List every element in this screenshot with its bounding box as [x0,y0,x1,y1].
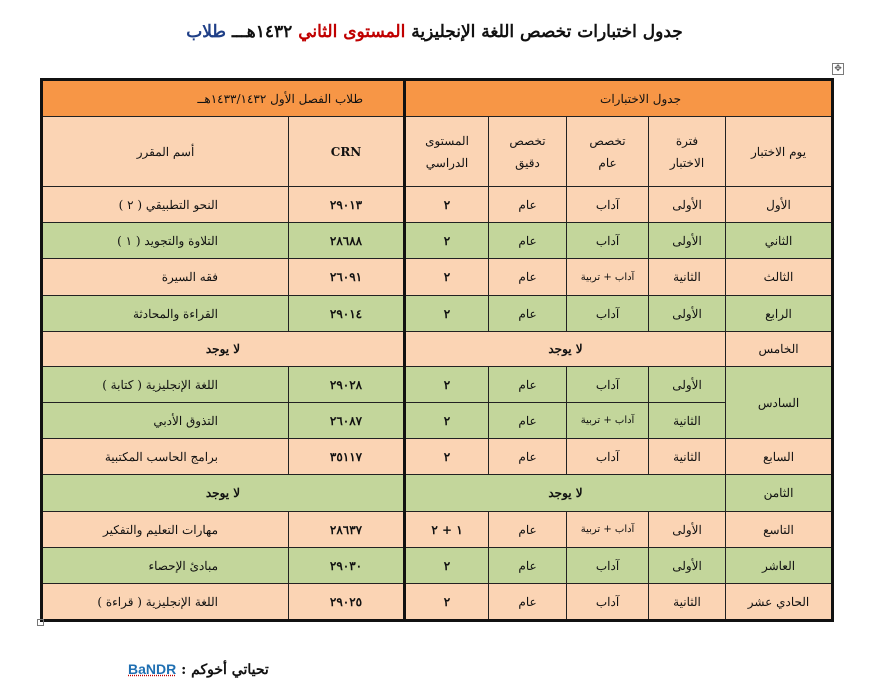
table-row [42,548,833,584]
table-row [42,584,833,621]
cell-crn: ٢٦٠٨٧ [289,403,405,439]
cell-crn: ٣٥١١٧ [289,439,405,475]
cell-period: الثانية [649,584,726,621]
cell-course: اللغة الإنجليزية ( قراءة ) [42,584,289,621]
cell-day: الخامس [726,332,833,367]
cell-day: الأول [726,187,833,223]
cell-day: الرابع [726,296,833,332]
cell-crn: ٢٦٠٩١ [289,259,405,296]
cell-general: آداب + تربية [567,403,649,439]
col-header-specific [489,117,567,187]
cell-day: الثامن [726,475,833,512]
page-title [0,22,869,42]
cell-specific: عام [489,512,567,548]
cell-course: اللغة الإنجليزية ( كتابة ) [42,367,289,403]
cell-specific: عام [489,548,567,584]
cell-period: الثانية [649,403,726,439]
col-header-specific-line1: تخصص [509,133,546,148]
col-header-general [567,117,649,187]
cell-crn: ٢٨٦٨٨ [289,223,405,259]
col-header-specific-line2: دقيق [515,155,540,170]
cell-course: برامج الحاسب المكتبية [42,439,289,475]
col-header-period-line1: فترة [675,133,699,148]
table-row-empty [42,332,833,367]
cell-none-exam: لا يوجد [405,475,726,512]
cell-general: آداب [567,296,649,332]
cell-general: آداب + تربية [567,512,649,548]
cell-period: الأولى [649,367,726,403]
table-resize-handle[interactable] [37,619,44,626]
col-header-period-line2: الاختبار [669,155,705,170]
cell-level: ٢ [405,367,489,403]
cell-specific: عام [489,367,567,403]
cell-crn: ٢٩٠٢٥ [289,584,405,621]
exam-schedule-table [40,78,834,622]
col-header-level-line2: الدراسي [425,155,469,170]
cell-period: الأولى [649,512,726,548]
cell-specific: عام [489,223,567,259]
cell-day: الثاني [726,223,833,259]
table-row [42,367,833,403]
cell-crn: ٢٩٠٣٠ [289,548,405,584]
col-header-period [649,117,726,187]
cell-level: ٢ [405,439,489,475]
exam-schedule-header: جدول الاختبارات [405,80,833,117]
cell-level: ٢ [405,296,489,332]
cell-crn: ٢٩٠٢٨ [289,367,405,403]
col-header-day: يوم الاختبار [726,117,833,187]
cell-none-exam: لا يوجد [405,332,726,367]
col-header-course: أسم المقرر [42,117,289,187]
cell-day: السادس [726,367,833,439]
table-row [42,296,833,332]
cell-period: الأولى [649,187,726,223]
cell-level: ٢ [405,403,489,439]
cell-period: الأولى [649,223,726,259]
title-main: جدول اختبارات تخصص اللغة الإنجليزية [411,22,683,42]
cell-course: النحو التطبيقي ( ٢ ) [42,187,289,223]
cell-day: التاسع [726,512,833,548]
title-level: المستوى الثاني [298,22,406,42]
cell-period: الثانية [649,439,726,475]
cell-period: الأولى [649,548,726,584]
cell-general: آداب [567,584,649,621]
table-move-handle[interactable]: ✥ [832,63,844,75]
table-row [42,403,833,439]
cell-general: آداب + تربية [567,259,649,296]
table-row [42,259,833,296]
cell-general: آداب [567,439,649,475]
cell-day: الحادي عشر [726,584,833,621]
cell-level: ٢ [405,187,489,223]
table-row [42,187,833,223]
title-students: طلاب [186,22,226,42]
footer-brand: BaNDR [128,661,177,677]
cell-level: ١ + ٢ [405,512,489,548]
cell-level: ٢ [405,259,489,296]
cell-general: آداب [567,367,649,403]
cell-level: ٢ [405,548,489,584]
table-row [42,223,833,259]
cell-day: العاشر [726,548,833,584]
cell-crn: ٢٩٠١٣ [289,187,405,223]
table-row-empty [42,475,833,512]
cell-period: الثانية [649,259,726,296]
cell-course: فقه السيرة [42,259,289,296]
cell-course: مهارات التعليم والتفكير [42,512,289,548]
cell-course: مبادئ الإحصاء [42,548,289,584]
cell-period: الأولى [649,296,726,332]
col-header-level-line1: المستوى [425,133,469,148]
col-header-general-line1: تخصص [589,133,626,148]
table-header-row-2 [42,117,833,187]
cell-specific: عام [489,187,567,223]
cell-level: ٢ [405,584,489,621]
cell-none-course: لا يوجد [42,475,405,512]
cell-course: القراءة والمحادثة [42,296,289,332]
cell-crn: ٢٩٠١٤ [289,296,405,332]
semester-header: طلاب الفصل الأول ١٤٣٣/١٤٣٢هــ [42,80,405,117]
col-header-general-line2: عام [598,155,617,170]
col-header-level [405,117,489,187]
cell-specific: عام [489,296,567,332]
cell-day: الثالث [726,259,833,296]
cell-course: التلاوة والتجويد ( ١ ) [42,223,289,259]
cell-specific: عام [489,584,567,621]
footer-signature [128,661,269,678]
cell-general: آداب [567,187,649,223]
cell-day: السابع [726,439,833,475]
table-row [42,512,833,548]
cell-general: آداب [567,223,649,259]
table-header-row-1 [42,80,833,117]
col-header-crn: CRN [289,117,405,187]
cell-specific: عام [489,403,567,439]
cell-general: آداب [567,548,649,584]
table-row [42,439,833,475]
footer-greeting: تحياتي أخوكم : [181,662,269,678]
cell-specific: عام [489,439,567,475]
cell-course: التذوق الأدبي [42,403,289,439]
title-year: ١٤٣٢هـــ [231,22,293,42]
cell-level: ٢ [405,223,489,259]
cell-specific: عام [489,259,567,296]
cell-crn: ٢٨٦٣٧ [289,512,405,548]
cell-none-course: لا يوجد [42,332,405,367]
